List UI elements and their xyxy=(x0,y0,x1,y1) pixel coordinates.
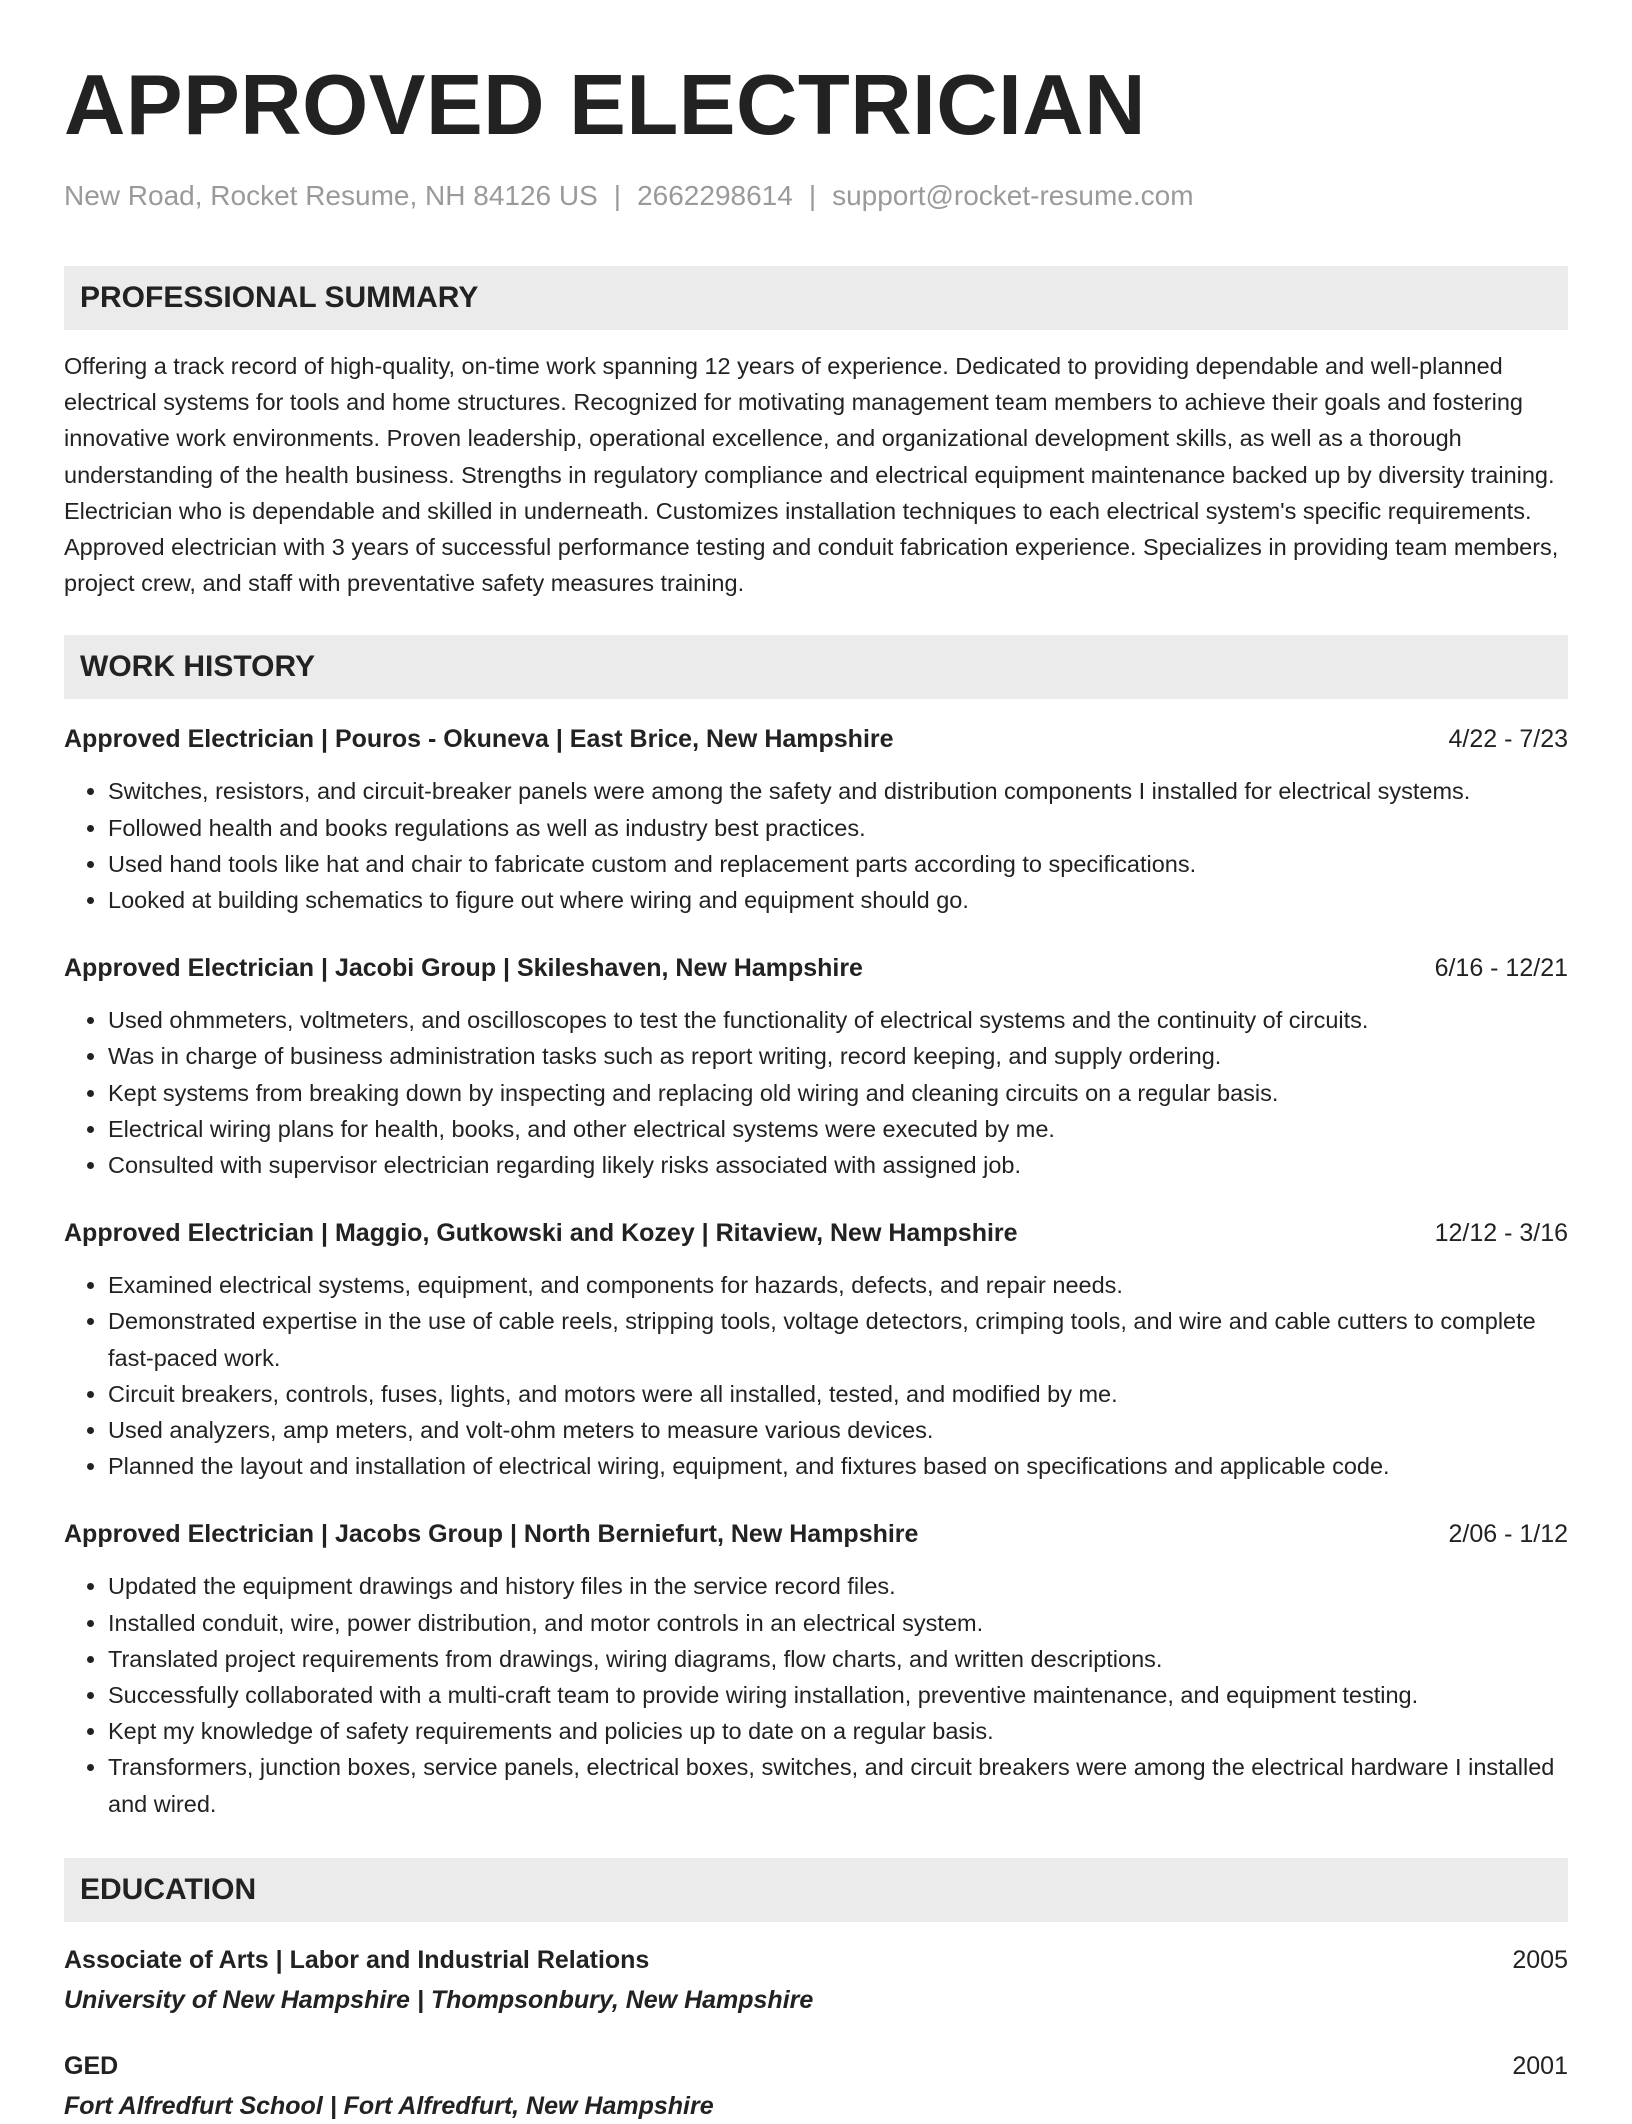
section-heading-education: EDUCATION xyxy=(64,1858,1568,1922)
job-bullet: • Looked at building schematics to figure out where wiring and equipment should go. xyxy=(108,882,1568,918)
contact-line xyxy=(64,178,1568,214)
job-dates: 2/06 - 1/12 xyxy=(1448,1520,1568,1549)
job-bullet: • Circuit breakers, controls, fuses, lights, and motors were all installed, tested, and modified by me. xyxy=(108,1376,1568,1412)
job-bullet: • Electrical wiring plans for health, books, and other electrical systems were executed by me. xyxy=(108,1111,1568,1147)
job-bullet: • Used ohmmeters, voltmeters, and oscilloscopes to test the functionality of electrical systems and the continuity of circuits. xyxy=(108,1002,1568,1038)
graduation-year: 2005 xyxy=(1512,1945,1568,1974)
job-bullet: • Installed conduit, wire, power distribution, and motor controls in an electrical system. xyxy=(108,1605,1568,1641)
degree-title: GED xyxy=(64,2051,119,2080)
job-bullet: • Demonstrated expertise in the use of cable reels, stripping tools, voltage detectors, crimping tools, and wire and cable cutters to complete fast-paced work. xyxy=(108,1303,1568,1375)
education-entry xyxy=(64,1942,1568,2018)
job-bullet: • Was in charge of business administration tasks such as report writing, record keeping, and supply ordering. xyxy=(108,1038,1568,1074)
job-entry xyxy=(64,950,1568,1183)
job-bullet: • Followed health and books regulations as well as industry best practices. xyxy=(108,810,1568,846)
candidate-name: APPROVED ELECTRICIAN xyxy=(64,58,1147,153)
contact-address: New Road, Rocket Resume, NH 84126 US xyxy=(64,180,598,211)
job-bullet: • Kept systems from breaking down by inspecting and replacing old wiring and cleaning circuits on a regular basis. xyxy=(108,1075,1568,1111)
job-bullet: • Planned the layout and installation of electrical wiring, equipment, and fixtures based on specifications and applicable code. xyxy=(108,1448,1568,1484)
job-title: Approved Electrician | Jacobs Group | North Berniefurt, New Hampshire xyxy=(64,1520,919,1549)
job-bullet: • Used hand tools like hat and chair to fabricate custom and replacement parts according to specifications. xyxy=(108,846,1568,882)
job-dates: 4/22 - 7/23 xyxy=(1448,725,1568,754)
job-bullet: • Transformers, junction boxes, service panels, electrical boxes, switches, and circuit breakers were among the electrical hardware I installed and wired. xyxy=(108,1749,1568,1821)
summary-paragraph: Offering a track record of high-quality, on-time work spanning 12 years of experience. Dedicated to providing dependable and well-planned electrical systems for tools and home structures. Recognized for motivating management team members to achieve their goals and fostering innovative work environments. Proven leadership, operational excellence, and organizational development skills, as well as a thorough understanding of the health business. Strengths in regulatory compliance and electrical equipment maintenance backed up by diversity training. Electrician who is dependable and skilled in underneath. Customizes installation techniques to each electrical system's specific requirements. Approved electrician with 3 years of successful performance testing and conduit fabrication experience. Specializes in providing team members, project crew, and staff with preventative safety measures training. xyxy=(64,353,1559,597)
contact-phone: 2662298614 xyxy=(637,180,793,211)
contact-email: support@rocket-resume.com xyxy=(832,180,1194,211)
contact-separator: | xyxy=(808,180,817,211)
job-dates: 12/12 - 3/16 xyxy=(1434,1219,1568,1248)
job-title: Approved Electrician | Pouros - Okuneva | East Brice, New Hampshire xyxy=(64,725,894,754)
job-entry xyxy=(64,1516,1568,1821)
job-dates: 6/16 - 12/21 xyxy=(1434,954,1568,983)
job-bullet: • Translated project requirements from drawings, wiring diagrams, flow charts, and written descriptions. xyxy=(108,1641,1568,1677)
job-bullets xyxy=(64,773,1568,918)
job-entry xyxy=(64,721,1568,918)
school-name: University of New Hampshire | Thompsonbury, New Hampshire xyxy=(64,1985,814,2014)
job-bullets xyxy=(64,1568,1568,1821)
job-bullets xyxy=(64,1267,1568,1484)
school-name: Fort Alfredfurt School | Fort Alfredfurt, New Hampshire xyxy=(64,2091,714,2120)
job-entry xyxy=(64,1215,1568,1484)
job-bullet: • Used analyzers, amp meters, and volt-ohm meters to measure various devices. xyxy=(108,1412,1568,1448)
contact-separator: | xyxy=(613,180,622,211)
job-bullet: • Examined electrical systems, equipment, and components for hazards, defects, and repair needs. xyxy=(108,1267,1568,1303)
section-heading-work-history: WORK HISTORY xyxy=(64,635,1568,699)
job-bullets xyxy=(64,1002,1568,1183)
job-bullet: • Switches, resistors, and circuit-breaker panels were among the safety and distribution components I installed for electrical systems. xyxy=(108,773,1568,809)
job-title: Approved Electrician | Jacobi Group | Skileshaven, New Hampshire xyxy=(64,954,863,983)
section-heading-summary: PROFESSIONAL SUMMARY xyxy=(64,266,1568,330)
education-entry xyxy=(64,2048,1568,2124)
job-bullet: • Kept my knowledge of safety requirements and policies up to date on a regular basis. xyxy=(108,1713,1568,1749)
job-bullet: • Consulted with supervisor electrician regarding likely risks associated with assigned job. xyxy=(108,1147,1568,1183)
graduation-year: 2001 xyxy=(1512,2051,1568,2080)
degree-title: Associate of Arts | Labor and Industrial Relations xyxy=(64,1945,650,1974)
job-title: Approved Electrician | Maggio, Gutkowski and Kozey | Ritaview, New Hampshire xyxy=(64,1219,1018,1248)
job-bullet: • Updated the equipment drawings and history files in the service record files. xyxy=(108,1568,1568,1604)
job-bullet: • Successfully collaborated with a multi-craft team to provide wiring installation, preventive maintenance, and equipment testing. xyxy=(108,1677,1568,1713)
